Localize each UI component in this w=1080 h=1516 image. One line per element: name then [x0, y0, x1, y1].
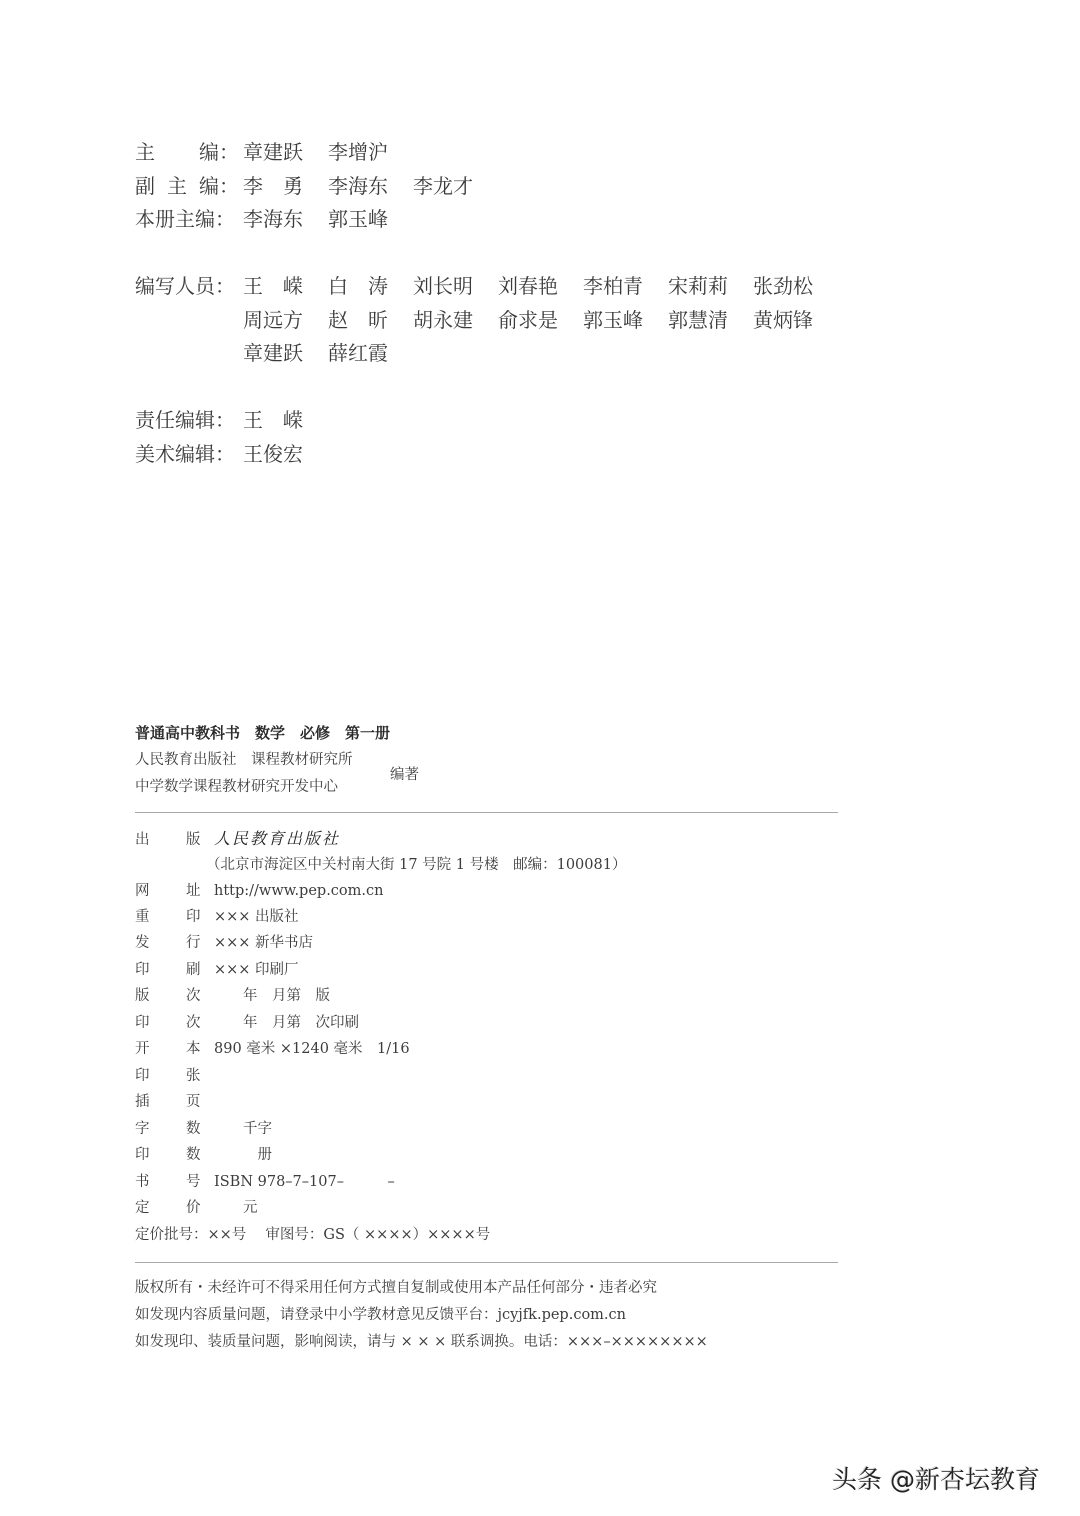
approval-line: 定价批号：××号 审图号：GS（ ××××）××××号: [135, 1227, 491, 1243]
writer-name: 王 嵘: [243, 274, 303, 298]
divider-top: [135, 812, 838, 813]
content-feedback-notice: 如发现内容质量问题，请登录中小学教材意见反馈平台：jcyjfk.pep.com.cn: [135, 1307, 626, 1323]
info-row-edition: 版 次 年 月第 版: [135, 988, 330, 1004]
divider-bottom: [135, 1262, 838, 1263]
info-row-printing: 印 刷 ××× 印刷厂: [135, 962, 299, 978]
art-editor-name: 王俊宏: [243, 442, 303, 466]
deputy-chief-editors-label: 副 主 编：: [135, 174, 239, 198]
print-feedback-notice: 如发现印、装质量问题，影响阅读，请与 × × × 联系调换。电话：×××–××××××××: [135, 1334, 708, 1350]
writer-name: 张劲松: [753, 274, 813, 298]
volume-editor-name: 李海东: [243, 207, 303, 231]
watermark: 头条 @新杏坛教育: [832, 1465, 1040, 1494]
responsible-editor-row: [135, 403, 328, 437]
writer-name: 李柏青: [583, 274, 643, 298]
volume-chief-editors-row: [135, 202, 413, 236]
deputy-chief-editors-row: [135, 169, 498, 203]
writer-name: 赵 昕: [328, 308, 388, 332]
art-editor-label: 美术编辑：: [135, 442, 235, 466]
info-row-sheets: 印 张: [135, 1068, 201, 1084]
info-row-impression: 印 次 年 月第 次印刷: [135, 1015, 359, 1031]
writer-name: 郭玉峰: [583, 308, 643, 332]
writer-name: 俞求是: [498, 308, 558, 332]
info-row-publisher: 出 版 人民教育出版社: [135, 826, 340, 853]
responsible-editor-label: 责任编辑：: [135, 408, 235, 432]
responsible-editor-name: 王 嵘: [243, 408, 303, 432]
writers-row-2: [243, 303, 838, 337]
info-row-inserts: 插 页: [135, 1094, 201, 1110]
deputy-editor-name: 李海东: [328, 174, 388, 198]
copyright-notice: 版权所有・未经许可不得采用任何方式擅自复制或使用本产品任何部分・违者必究: [135, 1280, 657, 1296]
book-title: 普通高中教科书 数学 必修 第一册: [135, 724, 391, 742]
writer-name: 郭慧清: [668, 308, 728, 332]
writers-label: 编写人员：: [135, 274, 235, 298]
deputy-editor-name: 李龙才: [413, 174, 473, 198]
writers-label-row: [135, 269, 243, 303]
writer-name: 周远方: [243, 308, 303, 332]
authored-label: 编著: [390, 767, 419, 783]
info-row-reprint: 重 印 ××× 出版社: [135, 909, 299, 925]
chief-editor-name: 章建跃: [243, 140, 303, 164]
chief-editors-label: 主 编：: [135, 140, 239, 164]
writers-row-1: [243, 269, 838, 303]
publisher-address: （北京市海淀区中关村南大街 17 号院 1 号楼 邮编：100081）: [206, 857, 627, 873]
writer-name: 刘长明: [413, 274, 473, 298]
authors-line-1: 人民教育出版社 课程教材研究所: [135, 752, 353, 768]
volume-editor-name: 郭玉峰: [328, 207, 388, 231]
writer-name: 刘春艳: [498, 274, 558, 298]
writer-name: 薛红霞: [328, 341, 388, 365]
authors-line-2: 中学数学课程教材研究开发中心: [135, 779, 338, 795]
writer-name: 白 涛: [328, 274, 388, 298]
info-row-print-run: 印 数 册: [135, 1147, 272, 1163]
info-row-address: [135, 852, 626, 879]
info-row-word-count: 字 数 千字: [135, 1121, 272, 1137]
info-row-isbn: 书 号 ISBN 978–7–107– –: [135, 1169, 395, 1196]
writer-name: 宋莉莉: [668, 274, 728, 298]
website-link[interactable]: http://www.pep.com.cn: [214, 883, 384, 899]
writer-name: 章建跃: [243, 341, 303, 365]
volume-chief-editors-label: 本册主编：: [135, 207, 235, 231]
chief-editor-name: 李增沪: [328, 140, 388, 164]
writers-row-3: [243, 336, 413, 370]
deputy-editor-name: 李 勇: [243, 174, 303, 198]
info-row-distribution: 发 行 ××× 新华书店: [135, 935, 314, 951]
art-editor-row: [135, 437, 328, 471]
info-row-website: 网 址 http://www.pep.com.cn: [135, 878, 383, 905]
chief-editors-row: [135, 135, 413, 169]
info-row-format: 开 本 890 毫米 ×1240 毫米 1/16: [135, 1041, 410, 1057]
writer-name: 黄炳锋: [753, 308, 813, 332]
info-row-price: 定 价 元: [135, 1200, 258, 1216]
publisher-logo: 人民教育出版社: [214, 829, 341, 848]
writer-name: 胡永建: [413, 308, 473, 332]
isbn: ISBN 978–7–107– –: [214, 1174, 395, 1190]
